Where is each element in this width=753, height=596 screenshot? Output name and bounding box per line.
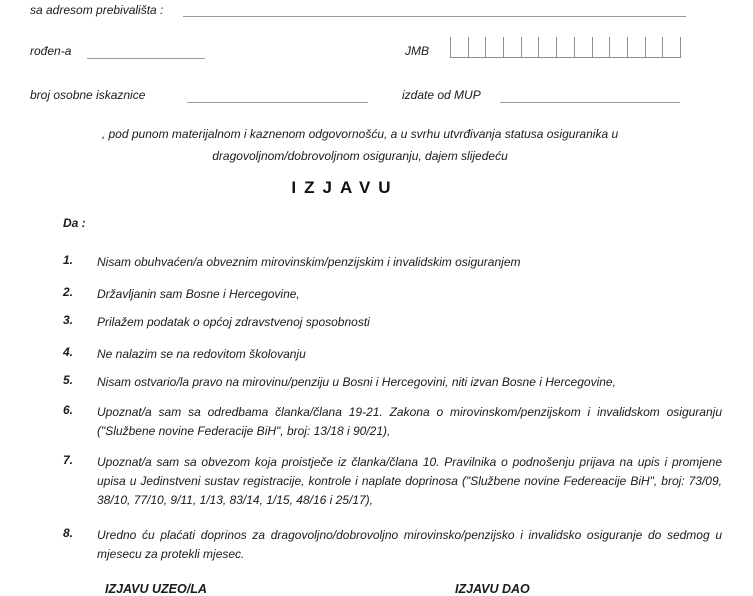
item-text: Prilažem podatak o općoj zdravstvenoj sposobnosti [97,315,370,329]
item-number: 4. [63,345,74,359]
issued-by-line[interactable] [500,102,680,103]
signature-given-label: IZJAVU DAO [455,582,530,596]
item-number: 2. [63,285,74,299]
address-line[interactable] [183,16,686,17]
declaration-item [63,403,730,441]
da-label: Da : [63,216,86,230]
jmb-label: JMB [405,44,429,58]
item-number: 3. [63,313,74,327]
signature-taken-label: IZJAVU UZEO/LA [105,582,207,596]
declaration-item [63,453,730,510]
item-number: 8. [63,526,74,540]
item-text: Upoznat/a sam sa odredbama članka/člana 19-21. Zakona o mirovinskom/penzijskom i invalidskom osiguranju ("Službene novine Federacije BiH", broj: 13/18 i 90/21), [97,405,722,438]
id-card-number-line[interactable] [187,102,368,103]
item-text: Državljanin sam Bosne i Hercegovine, [97,287,300,301]
item-number: 7. [63,453,74,467]
declaration-item [63,373,730,392]
item-text: Nisam ostvario/la pravo na mirovinu/penziju u Bosni i Hercegovini, niti izvan Bosne i Hercegovine, [97,375,616,389]
jmb-comb-field[interactable] [450,37,681,58]
item-text: Ne nalazim se na redovitom školovanju [97,347,306,361]
declaration-item [63,285,730,304]
item-number: 1. [63,253,74,267]
item-number: 5. [63,373,74,387]
item-text: Nisam obuhvaćen/a obveznim mirovinskim/penzijskim i invalidskim osiguranjem [97,255,521,269]
id-card-number-label: broj osobne iskaznice [30,88,146,102]
declaration-item [63,253,730,272]
item-text: Upoznat/a sam sa obvezom koja proistječe iz članka/člana 10. Pravilnika o podnošenju prijava na upis i promjene upisa u Jedinstveni sustav registracije, kontrole i naplate doprinosa ("Službene novine Federeacije BiH", broj: 73/09, 38/10, 77/10, 9/11, 1/13, 83/14, 1/15, 48/16 i 25/17), [97,455,722,507]
address-label: sa adresom prebivališta : [30,3,164,17]
issued-by-label: izdate od MUP [402,88,481,102]
declaration-item [63,345,730,364]
declaration-item [63,313,730,332]
item-text: Uredno ću plaćati doprinos za dragovoljno/dobrovoljno mirovinsko/penzijsko i invalidsko osiguranje do sedmog u mjesecu za protekli mjesec. [97,528,722,561]
declaration-title: IZJAVU [291,178,399,197]
birth-date-label: rođen-a [30,44,72,58]
declaration-item [63,526,730,564]
birth-date-line[interactable] [87,58,205,59]
item-number: 6. [63,403,74,417]
intro-paragraph: , pod punom materijalnom i kaznenom odgovornošću, a u svrhu utvrđivanja statusa osiguranika u dragovoljnom/dobrovoljnom osiguranju, dajem slijedeću [101,127,619,163]
